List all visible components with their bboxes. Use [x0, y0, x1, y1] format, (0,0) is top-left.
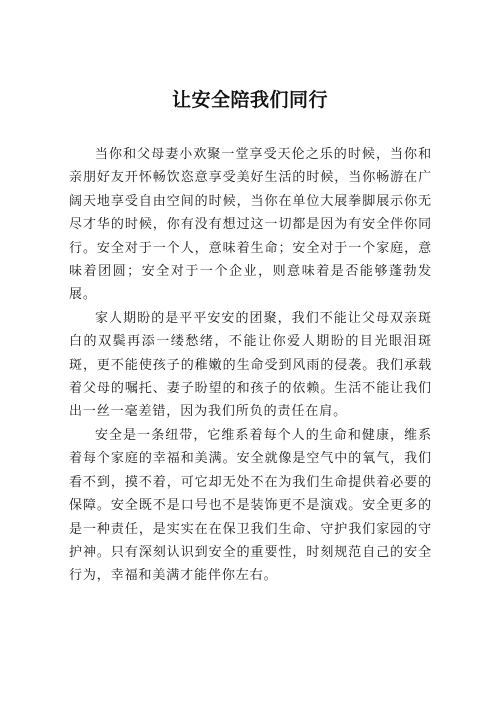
paragraph-1: 当你和父母妻小欢聚一堂享受天伦之乐的时候，当你和亲朋好友开怀畅饮恣意享受美好生活的时候，当你畅游在广阔天地享受自由空间的时候，当你在单位大展拳脚展示你无尽才华的时候，你有没有想过这一切都是因为有安全伴你同行。安全对于一个人，意味着生命；安全对于一个家庭，意味着团圆；安全对于一个企业，则意味着是否能够蓬勃发展。 [69, 147, 432, 303]
paragraph-3: 安全是一条纽带，它维系着每个人的生命和健康，维系着每个家庭的幸福和美满。安全就像是空气中的氧气，我们看不到，摸不着，可它却无处不在为我们生命提供着必要的保障。安全既不是口号也不是装饰更不是演戏。安全更多的是一种责任，是实实在在保卫我们生命、守护我们家园的守护神。只有深刻认识到安全的重要性，时刻规范自己的安全行为，幸福和美满才能伴你左右。 [69, 427, 432, 584]
page-title: 让安全陪我们同行 [171, 89, 328, 111]
document-body [69, 143, 432, 588]
paragraph-2: 家人期盼的是平平安安的团聚，我们不能让父母双亲斑白的双鬓再添一缕愁绪，不能让你爱人期盼的目光眼泪斑斑，更不能使孩子的稚嫩的生命受到风雨的侵袭。我们承载着父母的嘱托、妻子盼望的和孩子的依赖。生活不能让我们出一丝一毫差错，因为我们所负的责任在肩。 [69, 310, 432, 420]
